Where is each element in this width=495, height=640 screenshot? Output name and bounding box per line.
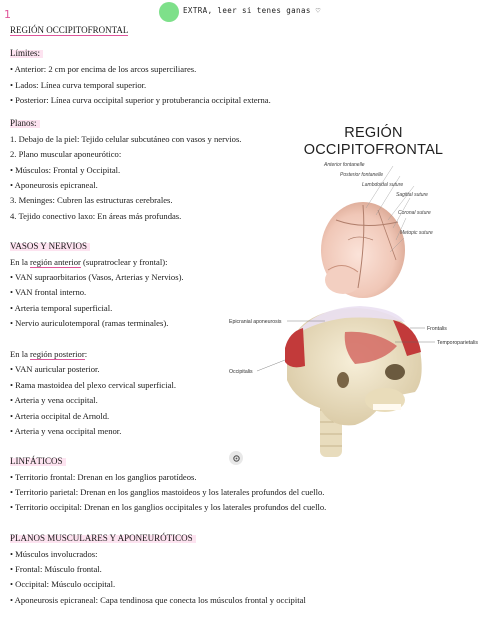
- list-item: • Aponeurosis epicraneal: Capa tendinosa que conecta los músculos frontal y occipital: [10, 595, 306, 605]
- svg-text:Frontalis: Frontalis: [427, 326, 447, 332]
- list-item: • Anterior: 2 cm por encima de los arcos superciliares.: [10, 64, 197, 74]
- list-item: • VAN frontal interno.: [10, 287, 87, 297]
- list-item: 1. Debajo de la piel: Tejido celular subcutáneo con vasos y nervios.: [10, 134, 242, 144]
- svg-text:Lambdoidal suture: Lambdoidal suture: [362, 182, 404, 188]
- page-title: REGIÓN OCCIPITOFRONTAL: [10, 25, 129, 35]
- list-item: • VAN supraorbitarios (Vasos, Arterias y Nervios).: [10, 272, 184, 282]
- list-item: • Arteria y vena occipital menor.: [10, 426, 122, 436]
- svg-text:Temporoparietalis: Temporoparietalis: [437, 340, 478, 346]
- handwritten-note: EXTRA, leer si tenes ganas ♡: [183, 6, 321, 15]
- list-item: • VAN auricular posterior.: [10, 364, 100, 374]
- list-item: 2. Plano muscular aponeurótico:: [10, 149, 122, 159]
- linfaticos-heading: LINFÁTICOS: [10, 456, 66, 467]
- limites-heading: Límites:: [10, 48, 43, 59]
- svg-text:Posterior fontanelle: Posterior fontanelle: [340, 172, 384, 178]
- skull-muscles-illustration: [225, 300, 487, 465]
- planos-heading: Planos:: [10, 118, 40, 129]
- list-item: • Territorio parietal: Drenan en los ganglios mastoideos y los laterales profundos del cuello.: [10, 487, 325, 497]
- list-item: • Aponeurosis epicraneal.: [10, 180, 98, 190]
- list-item: • Territorio occipital: Drenan en los ganglios occipitales y los laterales profundos del cuello.: [10, 502, 327, 512]
- list-item: • Rama mastoidea del plexo cervical superficial.: [10, 380, 176, 390]
- vasos-heading: VASOS Y NERVIOS: [10, 241, 90, 252]
- head-sutures-illustration: [318, 160, 468, 300]
- list-item: • Nervio auriculotemporal (ramas terminales).: [10, 318, 169, 328]
- list-item: 3. Meninges: Cubren las estructuras cerebrales.: [10, 195, 173, 205]
- lens-icon: [232, 454, 241, 463]
- page-number: 1: [4, 8, 11, 21]
- svg-text:Anterior fontanelle: Anterior fontanelle: [324, 162, 365, 168]
- posterior-region-intro: En la región posterior:: [10, 349, 88, 359]
- svg-text:Occipitalis: Occipitalis: [229, 369, 253, 375]
- svg-text:Coronal suture: Coronal suture: [398, 210, 431, 216]
- svg-text:Metopic suture: Metopic suture: [400, 230, 433, 236]
- figure-title: REGIÓN OCCIPITOFRONTAL: [303, 125, 444, 158]
- planos-musculares-heading: PLANOS MUSCULARES Y APONEURÓTICOS: [10, 533, 196, 544]
- list-item: • Posterior: Línea curva occipital superior y protuberancia occipital externa.: [10, 95, 271, 105]
- svg-text:Epicranial aponeurosis: Epicranial aponeurosis: [229, 319, 282, 325]
- image-search-button[interactable]: [229, 451, 243, 465]
- green-dot-decoration: [159, 2, 179, 22]
- list-item: • Músculos involucrados:: [10, 549, 98, 559]
- list-item: • Arteria y vena occipital.: [10, 395, 98, 405]
- list-item: • Frontal: Músculo frontal.: [10, 564, 102, 574]
- list-item: • Territorio frontal: Drenan en los ganglios parotídeos.: [10, 472, 197, 482]
- anterior-region-intro: En la región anterior (supratroclear y frontal):: [10, 257, 168, 267]
- list-item: 4. Tejido conectivo laxo: En áreas más profundas.: [10, 211, 182, 221]
- list-item: • Lados: Línea curva temporal superior.: [10, 80, 147, 90]
- list-item: • Occipital: Músculo occipital.: [10, 579, 116, 589]
- list-item: • Músculos: Frontal y Occipital.: [10, 165, 121, 175]
- list-item: • Arteria occipital de Arnold.: [10, 411, 110, 421]
- svg-text:Sagittal suture: Sagittal suture: [396, 192, 428, 198]
- list-item: • Arteria temporal superficial.: [10, 303, 113, 313]
